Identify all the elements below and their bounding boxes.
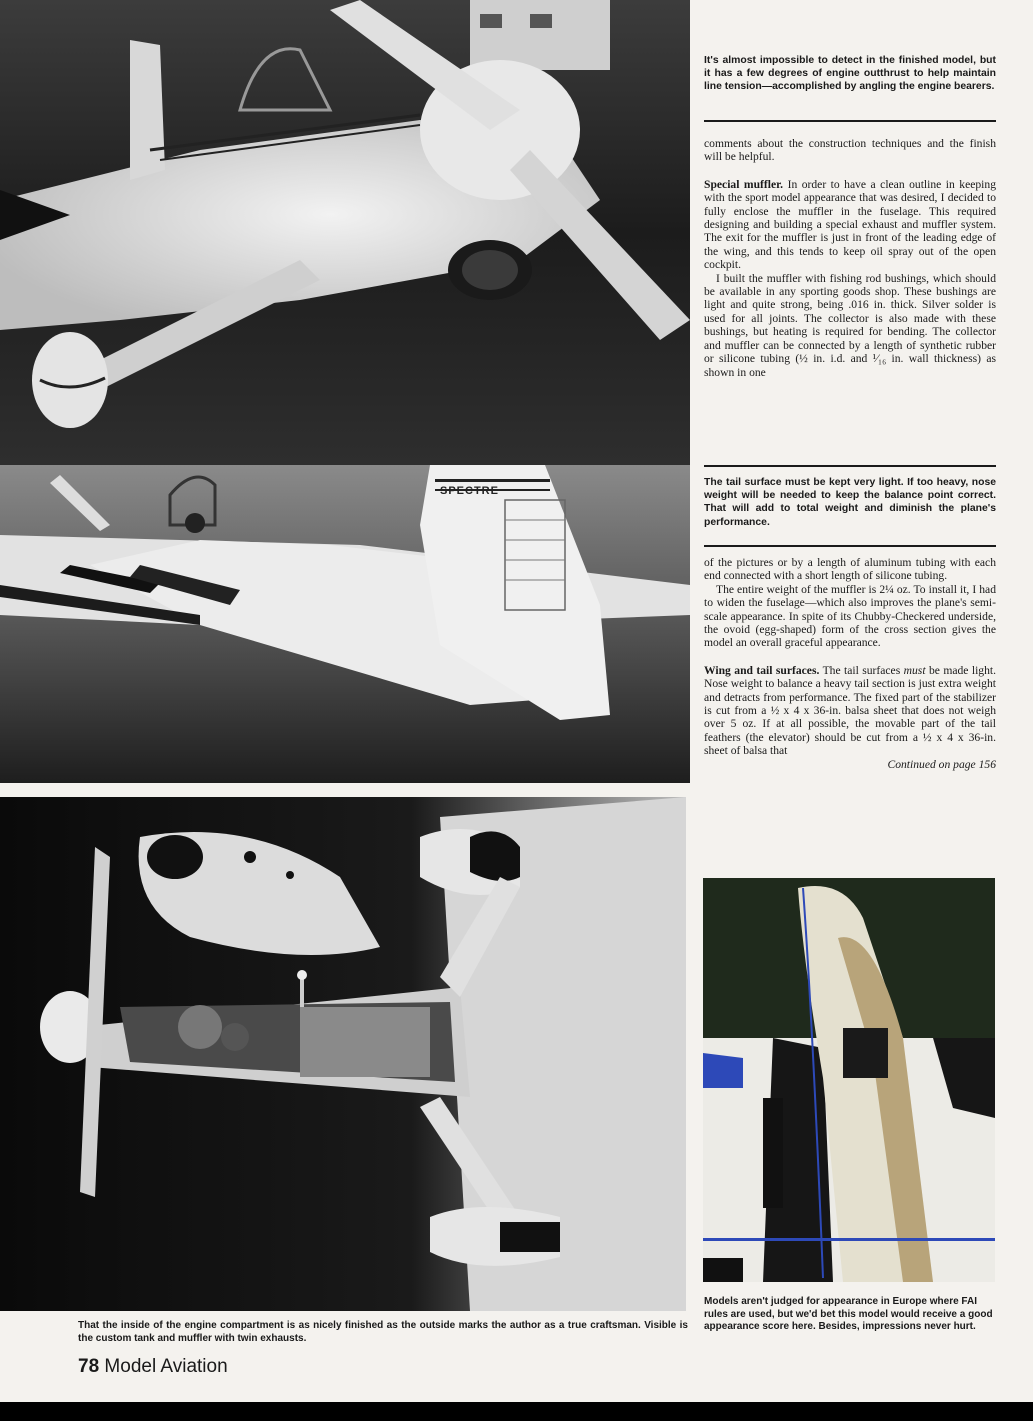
photo-engine-compartment-art (0, 797, 686, 1311)
article-text-block-1 (704, 137, 996, 379)
paragraph-text: The tail surfaces (819, 663, 904, 677)
subhead-wing-tail-surfaces: Wing and tail surfaces. (704, 663, 820, 677)
page-folio (78, 1356, 228, 1378)
divider-rule (704, 545, 996, 547)
paragraph-muffler-bushings: I built the muffler with fishing rod bushings, which should be available in any sporting goods shop. These bushings are light and quite strong, being .016 in. thick. Silver solder is used for all joints. The collector is also made with these bushings, but heating is required for bending. The collector and muffler can be connected by a length of synthetic rubber or silicone tubing (½ in. i.d. and ¹⁄₁₆ in. wall thickness) as shown in one (704, 271, 996, 379)
paragraph-text: be made light. Nose weight to balance a heavy tail section is just extra weight and detracts from performance. The fixed part of the stabilizer is cut from a ½ x 4 x 36-in. balsa sheet that does not weigh over 5 oz. If at all possible, the movable part of the tail feathers (the elevator) should be cut from a ½ x 4 x 36-in. sheet of balsa that (704, 663, 996, 758)
paragraph-muffler-weight: The entire weight of the muffler is 2¼ oz. To install it, I had to widen the fuselage—which also improves the plane's semi-scale appearance. In spite of its Chubby-Checkered underside, the ovoid (egg-shaped) form of the cross section gives the model an overall graceful appearance. (704, 582, 996, 650)
caption-top-view: Models aren't judged for appearance in Europe where FAI rules are used, but we'd bet this model would receive a good appearance score here. Besides, impressions never hurt. (704, 1296, 993, 1333)
paragraph-wing-tail (704, 664, 996, 758)
photo-top-view-color-art (703, 878, 995, 1282)
photo-engine-compartment (0, 797, 686, 1311)
paragraph-intro: comments about the construction techniques and the finish will be helpful. (704, 137, 996, 164)
pull-quote-engine-outthrust: It's almost impossible to detect in the finished model, but it has a few degrees of engine outthrust to help maintain line tension—accomplished by angling the engine bearers. (704, 55, 996, 93)
photo-engine-cowl-art (0, 0, 690, 465)
photo-top-view-color (703, 878, 995, 1282)
subhead-special-muffler: Special muffler. (704, 177, 784, 191)
caption-engine-compartment: That the inside of the engine compartment is as nicely finished as the outside marks the author as a true craftsman. Visible is the custom tank and muffler with twin exhausts. (78, 1320, 688, 1344)
scan-border (0, 1402, 1033, 1421)
tail-lettering: SPECTRE (440, 485, 499, 497)
continued-on-page: Continued on page 156 (887, 757, 996, 771)
divider-rule (704, 465, 996, 467)
magazine-name: Model Aviation (104, 1356, 228, 1377)
emphasis-must: must (903, 663, 926, 677)
divider-rule (704, 120, 996, 122)
article-text-block-2 (704, 556, 996, 771)
page-number: 78 (78, 1356, 100, 1377)
photo-cockpit-tail (0, 465, 690, 783)
paragraph-continuation: of the pictures or by a length of aluminum tubing with each end connected with a short length of silicone tubing. (704, 556, 996, 583)
pull-quote-tail-surface: The tail surface must be kept very light. If too heavy, nose weight will be needed to keep the balance point correct. That will add to total weight and diminish the plane's performance. (704, 477, 996, 528)
photo-engine-cowl (0, 0, 690, 465)
photo-cockpit-tail-art (0, 465, 690, 783)
paragraph-special-muffler (704, 178, 996, 272)
paragraph-text: In order to have a clean outline in keeping with the sport model appearance that was desired, I decided to fully enclose the muffler in the fuselage. This required designing and building a special exhaust and muffler system. The exit for the muffler is just in front of the leading edge of the wing, and this tends to keep oil spray out of the open cockpit. (704, 177, 996, 272)
